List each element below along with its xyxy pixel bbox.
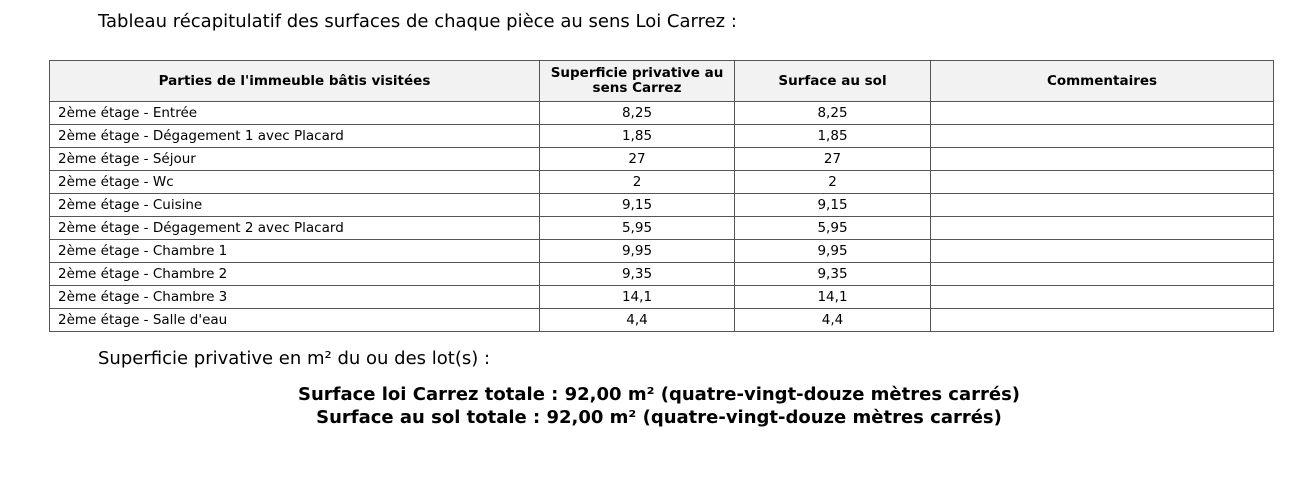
table-row <box>50 194 1274 217</box>
room-cell: 2ème étage - Chambre 3 <box>50 286 540 309</box>
comment-cell <box>931 263 1274 286</box>
floor-cell: 27 <box>735 148 931 171</box>
table-row <box>50 286 1274 309</box>
room-cell: 2ème étage - Séjour <box>50 148 540 171</box>
carrez-cell: 5,95 <box>540 217 735 240</box>
table-body <box>50 102 1274 332</box>
comment-cell <box>931 217 1274 240</box>
table-row <box>50 309 1274 332</box>
subheading: Superficie privative en m² du ou des lot(s) : <box>98 348 491 369</box>
room-cell: 2ème étage - Wc <box>50 171 540 194</box>
room-cell: 2ème étage - Salle d'eau <box>50 309 540 332</box>
floor-cell: 14,1 <box>735 286 931 309</box>
table-row <box>50 171 1274 194</box>
table-row <box>50 102 1274 125</box>
floor-cell: 9,15 <box>735 194 931 217</box>
carrez-cell: 4,4 <box>540 309 735 332</box>
room-cell: 2ème étage - Dégagement 1 avec Placard <box>50 125 540 148</box>
comment-cell <box>931 309 1274 332</box>
carrez-cell: 1,85 <box>540 125 735 148</box>
comment-cell <box>931 171 1274 194</box>
floor-cell: 2 <box>735 171 931 194</box>
comment-cell <box>931 194 1274 217</box>
room-cell: 2ème étage - Chambre 2 <box>50 263 540 286</box>
floor-cell: 1,85 <box>735 125 931 148</box>
table-row <box>50 217 1274 240</box>
carrez-cell: 9,35 <box>540 263 735 286</box>
floor-cell: 4,4 <box>735 309 931 332</box>
floor-cell: 5,95 <box>735 217 931 240</box>
comment-cell <box>931 148 1274 171</box>
comment-cell <box>931 102 1274 125</box>
floor-cell: 9,35 <box>735 263 931 286</box>
carrez-cell: 27 <box>540 148 735 171</box>
table-header-row <box>50 61 1274 102</box>
comment-cell <box>931 240 1274 263</box>
header-comments: Commentaires <box>931 61 1274 102</box>
table-row <box>50 263 1274 286</box>
table-row <box>50 125 1274 148</box>
total-floor: Surface au sol totale : 92,00 m² (quatre-vingt-douze mètres carrés) <box>316 407 1002 428</box>
room-cell: 2ème étage - Chambre 1 <box>50 240 540 263</box>
carrez-cell: 2 <box>540 171 735 194</box>
page-heading: Tableau récapitulatif des surfaces de chaque pièce au sens Loi Carrez : <box>98 11 737 32</box>
carrez-cell: 9,95 <box>540 240 735 263</box>
floor-cell: 8,25 <box>735 102 931 125</box>
totals <box>0 383 1302 429</box>
table-row <box>50 148 1274 171</box>
surfaces-table <box>49 60 1274 332</box>
carrez-cell: 9,15 <box>540 194 735 217</box>
comment-cell <box>931 125 1274 148</box>
room-cell: 2ème étage - Entrée <box>50 102 540 125</box>
table-row <box>50 240 1274 263</box>
header-carrez: Superficie privative au sens Carrez <box>540 61 735 102</box>
carrez-cell: 8,25 <box>540 102 735 125</box>
total-carrez: Surface loi Carrez totale : 92,00 m² (quatre-vingt-douze mètres carrés) <box>297 384 1021 405</box>
floor-cell: 9,95 <box>735 240 931 263</box>
header-room: Parties de l'immeuble bâtis visitées <box>50 61 540 102</box>
room-cell: 2ème étage - Dégagement 2 avec Placard <box>50 217 540 240</box>
room-cell: 2ème étage - Cuisine <box>50 194 540 217</box>
comment-cell <box>931 286 1274 309</box>
header-floor: Surface au sol <box>735 61 931 102</box>
carrez-cell: 14,1 <box>540 286 735 309</box>
